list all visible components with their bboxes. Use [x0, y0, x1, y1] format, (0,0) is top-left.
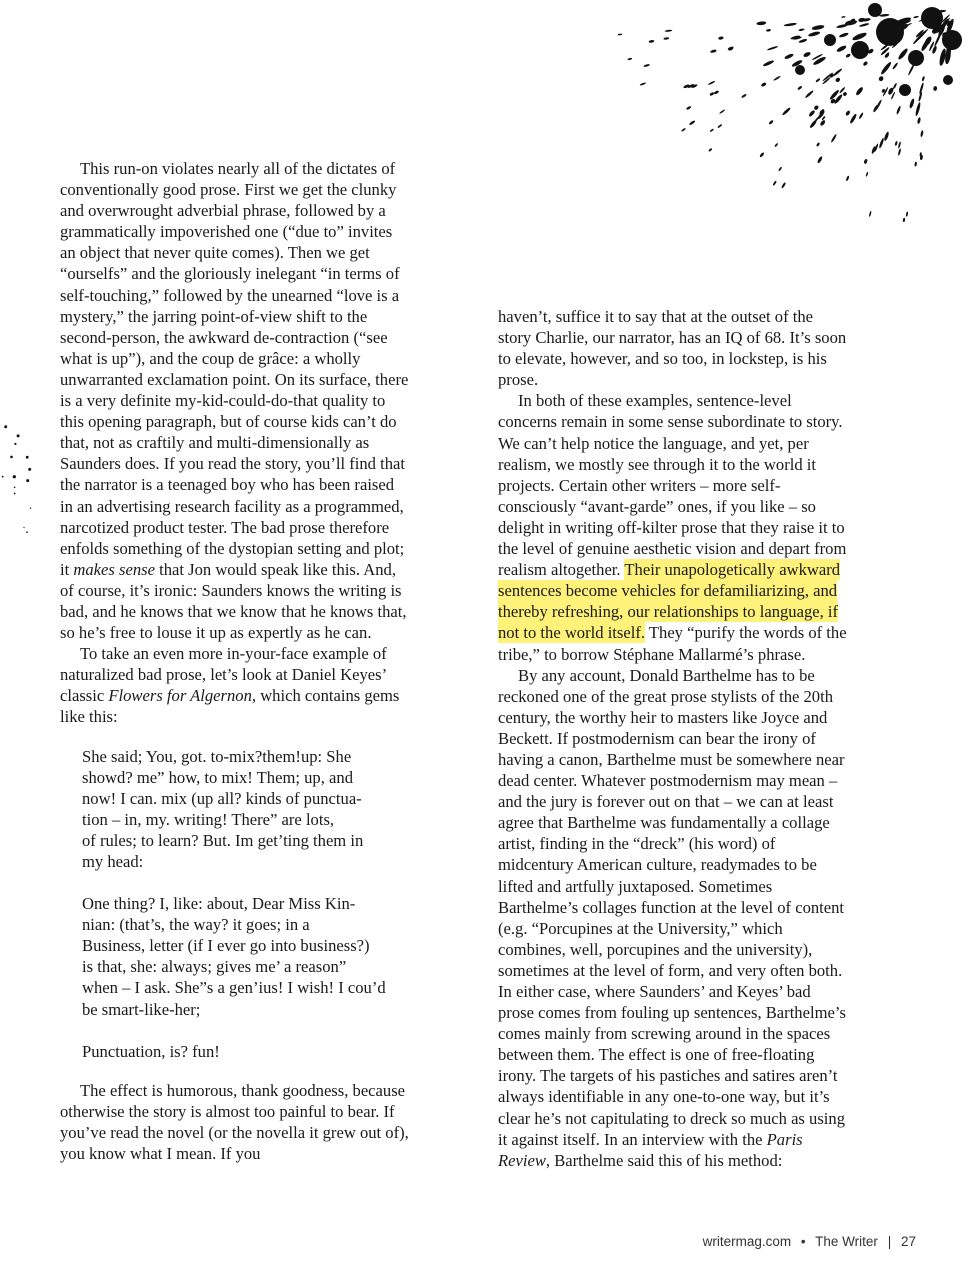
ink-streak [708, 80, 716, 85]
ink-streak [845, 110, 851, 116]
ink-streak [909, 98, 915, 109]
ink-streak [774, 143, 778, 148]
ink-streak [812, 56, 826, 67]
ink-streak [920, 130, 924, 137]
ink-streak [913, 15, 919, 18]
ink-streak [784, 53, 794, 60]
ink-streak [772, 180, 777, 185]
ink-streak [808, 109, 816, 117]
ink-speck [4, 425, 7, 428]
ink-streak [875, 99, 883, 111]
ink-streak [784, 22, 797, 26]
ink-streak [781, 182, 786, 189]
ink-speck [13, 475, 16, 478]
ink-streak [852, 31, 868, 41]
ink-streak [933, 86, 938, 91]
ink-streak [830, 134, 837, 143]
ink-streak [859, 23, 870, 28]
ink-streak [894, 141, 897, 146]
ink-streak [665, 29, 673, 32]
ink-speck [14, 487, 16, 489]
ink-speck [26, 479, 29, 482]
ink-streak [836, 44, 847, 53]
ink-streak [782, 107, 792, 116]
ink-streak [803, 51, 812, 58]
ink-streak [808, 31, 821, 38]
ink-streak [812, 116, 820, 125]
ink-streak [649, 40, 655, 43]
ink-streak [915, 102, 922, 116]
divider: | [887, 1234, 892, 1249]
magazine-name: The Writer [815, 1234, 878, 1249]
paragraph: In both of these examples, sentence-level concerns remain in some sense subordinate to story. We can’t help notice the language, and yet, per realism, we mostly see through it to the world it projects. Certain other writers – more self-consciously “avant-garde” ones, if you like – so delight in writing off-kilter prose that they raise it to the level of genuine aesthetic vision and depart from realism altogether. Their unapologetically awkward sentences become vehicles for defamiliarizing, and thereby refreshing, our relationships to language, if not to the world itself. They “purify the words of the tribe,” to borrow Stéphane Mallarmé’s phrase. [498, 391, 847, 664]
ink-streak [766, 29, 771, 32]
ink-blob [795, 65, 805, 75]
ink-streak [903, 218, 906, 222]
ink-streak [759, 152, 765, 158]
left-column [60, 158, 410, 1164]
ink-speck [14, 493, 16, 495]
paragraph: To take an even more in-your-face example of naturalized bad prose, let’s look at Daniel Keyes’ classic Flowers for Algernon, which contains gems like this: [60, 644, 400, 727]
ink-streak [710, 128, 715, 132]
ink-streak [880, 61, 892, 75]
ink-streak [717, 124, 722, 129]
ink-speck [26, 531, 28, 533]
ink-streak [842, 91, 847, 96]
ink-streak [817, 156, 823, 164]
page-number: 27 [900, 1234, 916, 1249]
ink-blob [868, 3, 882, 17]
ink-streak [767, 45, 779, 50]
right-column [498, 306, 848, 1171]
ink-streak [768, 119, 774, 125]
ink-streak [914, 162, 917, 167]
ink-streak [778, 166, 782, 171]
ink-streak [618, 33, 623, 35]
ink-streak [892, 83, 897, 90]
page-footer [703, 1234, 916, 1249]
ink-streak [816, 142, 820, 147]
ink-streak [897, 47, 909, 60]
ink-blob [851, 41, 869, 59]
ink-streak [898, 141, 902, 148]
bullet-separator: • [800, 1234, 806, 1249]
ink-streak [797, 85, 802, 90]
ink-blob [899, 84, 911, 96]
ink-streak [756, 21, 766, 26]
ink-speck [28, 468, 31, 471]
ink-speck-decoration [0, 420, 40, 540]
ink-blob [824, 34, 836, 46]
site-url: writermag.com [702, 1234, 792, 1249]
ink-streak [713, 90, 719, 95]
ink-streak [718, 36, 724, 40]
ink-streak [643, 64, 650, 68]
ink-streak [689, 120, 696, 126]
paragraph: The effect is humorous, thank goodness, because otherwise the story is almost too painful to bear. If you’ve read the novel (or the novella it grew out of), you know what I mean. If you [60, 1080, 409, 1164]
ink-streak [798, 38, 807, 43]
ink-streak [862, 61, 868, 67]
ink-streak [855, 86, 864, 96]
ink-streak [839, 32, 849, 38]
ink-splatter-decoration [560, 0, 976, 240]
ink-streak [835, 77, 841, 83]
ink-speck [26, 456, 29, 459]
ink-speck [30, 508, 31, 509]
ink-streak [865, 172, 868, 177]
ink-streak [804, 90, 814, 99]
paragraph: This run-on violates nearly all of the dictates of conventionally good prose. First we get the clunky and overwrought adverbial phrase, followed by a grammatically impoverished one (“due to” invites an object that never quite comes). Then we get “ourselfs” and the gloriously inelegant “in terms of self-touching,” followed by the unearned “love is a mystery,” the jarring point-of-view shift to the second-person, the awkward de-contraction (“see what is up”), and the coup de grâce: a wholly unwarranted exclamation point. On its surface, there is a very definite my-kid-could-do-that quality to this opening paragraph, but of course kids can’t do that, not as craftily and multi-dimensionally as Saunders does. If you read the story, you’ll find that the narrator is a teenaged boy who has been raised in an advertising research facility as a programmed, narcotized product tester. The bad prose therefore enfolds something of the dystopian setting and plot; it makes sense that Jon would speak like this. And, of course, it’s ironic: Saunders knows the writing is bad, and he knows that we know that he knows that, so he’s free to louse it up as expertly as he can. [60, 159, 409, 643]
ink-speck [2, 476, 4, 478]
ink-streak [863, 159, 868, 165]
ink-streak [846, 175, 850, 181]
highlighted-passage: Their unapologetically awkward sentences become vehicles for defamiliarizing, and thereby refreshing, our relationships to language, if not to the world itself. [498, 560, 841, 643]
ink-speck [17, 434, 20, 437]
ink-streak [681, 128, 686, 132]
paragraph: By any account, Donald Barthelme has to be reckoned one of the great prose stylists of the 20th century, the worthy heir to masters like Joyce and Beckett. If postmodernism can bear the irony of having a canon, Barthelme must be somewhere near dead center. Whatever postmodernism may mean – and the jury is forever out on that – we can at least agree that Barthelme was fundamentally a collage artist, finding in the “dreck” (his word) of midcentury American culture, readymades to be lifted and artfully juxtaposed. Sometimes Barthelme’s collages function at the level of content (e.g. “Porcupines at the University,” which combines, well, porcupines and the university), sometimes at the level of form, and very often both. In either case, where Saunders’ and Keyes’ bad prose comes from fouling up sentences, Barthelme’s comes mainly from screwing around in the spaces between them. The effect is one of free-floating irony. The targets of his pastiches and satires aren’t always identifiable in any one-to-one way, but it’s clear he’s not capitulating to dreck so much as using it against itself. In an interview with the Paris Review, Barthelme said this of his method: [498, 665, 846, 1170]
ink-blob [943, 75, 953, 85]
ink-streak [858, 112, 864, 119]
ink-streak [849, 113, 857, 124]
ink-streak [917, 117, 921, 124]
ink-streak [709, 92, 714, 97]
ink-streak [719, 109, 725, 114]
ink-streak [741, 93, 747, 98]
ink-streak [773, 75, 781, 81]
ink-streak [710, 49, 717, 53]
paragraph: haven’t, suffice it to say that at the outset of the story Charlie, our narrator, has an IQ of 68. It’s soon to elevate, however, and so too, in lockstep, is his prose. [498, 307, 847, 390]
ink-streak [898, 148, 902, 156]
ink-streak [878, 138, 884, 149]
ink-streak [708, 148, 712, 152]
ink-streak [921, 76, 925, 82]
ink-streak [798, 28, 804, 31]
ink-streak [920, 38, 931, 52]
ink-streak [639, 82, 646, 86]
ink-speck [23, 527, 24, 528]
ink-streak [892, 62, 899, 70]
ink-streak [845, 53, 851, 58]
ink-streak [883, 131, 889, 141]
ink-streak [761, 82, 767, 88]
ink-streak [878, 75, 884, 82]
ink-streak [813, 105, 819, 111]
ink-streak [663, 37, 669, 40]
ink-streak [686, 106, 692, 111]
ink-speck [14, 443, 16, 445]
ink-streak [896, 105, 901, 114]
ink-streak [832, 68, 842, 77]
ink-streak [815, 78, 820, 83]
ink-streak [906, 211, 909, 216]
ink-speck [10, 456, 13, 459]
ink-streak [762, 59, 774, 67]
ink-streak [812, 24, 825, 31]
ink-streak [627, 58, 632, 61]
ink-streak [869, 211, 872, 217]
ink-streak [841, 16, 845, 18]
block-quote: She said; You, got. to-mix?them!up: She showd? me” how, to mix! Them; up, and now! I can. mix (up all? kinds of punctua- tion – in, my. writing! There” are lots, of rules; to learn? But. Im get’ting them in my head: One thing? I, like: about, Dear Miss Kin- nian: (that’s, the way? it goes; in a Business, letter (if I ever go into business?) is that, she: always; gives me’ a reason” when – I ask. She”s a gen’ius! I wish! I cou’d be smart-like-her; Punctuation, is? fun! [82, 746, 386, 1061]
ink-streak [821, 116, 825, 121]
ink-streak [819, 119, 826, 126]
